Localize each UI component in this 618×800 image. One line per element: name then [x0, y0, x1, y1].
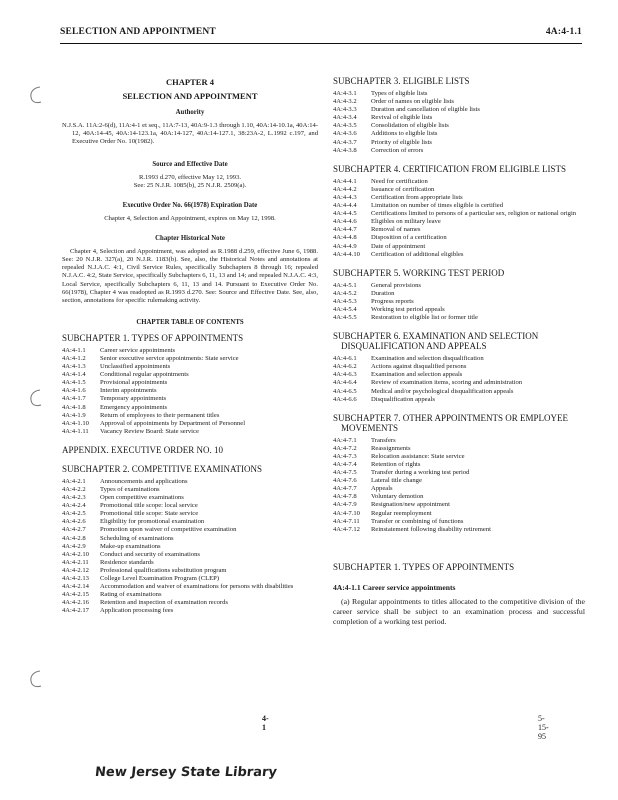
- toc-entry-number: 4A:4-7.9: [333, 501, 357, 509]
- toc-entry-title: Make-up examinations: [100, 542, 161, 550]
- toc-entry-title: Consolidation of eligible lists: [371, 122, 449, 130]
- toc-entry-title: Review of examination items, scoring and administration: [371, 379, 523, 387]
- toc-entry-title: Promotion upon waiver of competitive examination: [100, 526, 237, 534]
- toc-entry-number: 4A:4-6.3: [333, 371, 357, 379]
- header-section-number: 4A:4-1.1: [545, 27, 582, 37]
- toc-entry-number: 4A:4-1.2: [62, 354, 86, 362]
- toc-entry-number: 4A:4-2.5: [62, 510, 86, 518]
- toc-entry-number: 4A:4-7.3: [333, 452, 357, 460]
- toc-subchapter-heading: SUBCHAPTER 2. COMPETITIVE EXAMINATIONS: [62, 463, 263, 474]
- toc-entry: [333, 453, 585, 461]
- toc-entry: [333, 477, 585, 485]
- toc-entry: [333, 226, 585, 234]
- toc-entry: [333, 396, 585, 404]
- toc-entry: [333, 210, 585, 218]
- toc-entry-title: Retention and inspection of examination records: [100, 599, 228, 607]
- toc-entry: [333, 363, 585, 371]
- toc-entry: [333, 243, 585, 251]
- left-column: [62, 62, 318, 616]
- toc-entry: [62, 551, 318, 559]
- chapter-title: SELECTION AND APPOINTMENT: [122, 91, 258, 102]
- toc-entry-number: 4A:4-1.4: [62, 371, 86, 379]
- toc-entry-title: Transfer or combining of functions: [371, 517, 464, 525]
- toc-entry-number: 4A:4-1.3: [62, 363, 86, 371]
- toc-entry-number: 4A:4-2.4: [62, 502, 86, 510]
- toc-entry-title: Eligibles on military leave: [371, 218, 441, 226]
- toc-entry-title: Issuance of certification: [371, 185, 435, 193]
- toc-entry: [333, 306, 585, 314]
- toc-entry-title: Actions against disqualified persons: [371, 363, 467, 371]
- toc-entry-number: 4A:4-3.1: [333, 90, 357, 97]
- toc-entry-title: Removal of names: [371, 226, 421, 234]
- toc-entry: [62, 591, 318, 599]
- toc-entry: [62, 363, 318, 371]
- toc-entry-number: 4A:4-2.17: [62, 607, 89, 615]
- toc-entry-title: Scheduling of examinations: [100, 534, 174, 542]
- expiration-text: Chapter 4, Selection and Appointment, expires on May 12, 1998.: [104, 214, 276, 222]
- toc-entry-number: 4A:4-6.2: [333, 363, 357, 371]
- toc-entry-number: 4A:4-7.1: [333, 436, 357, 444]
- toc-entry-title: Duration: [371, 289, 395, 297]
- toc-entry: [333, 355, 585, 363]
- page-number: 4-1: [262, 714, 269, 732]
- toc-entry: [333, 122, 585, 130]
- running-header: [60, 27, 582, 44]
- punch-hole-icon: [26, 668, 46, 690]
- toc-entry: [333, 90, 585, 98]
- toc-entry: [62, 559, 318, 567]
- toc-entry-title: Need for certification: [371, 177, 428, 185]
- toc-entry-number: 4A:4-7.6: [333, 477, 357, 485]
- toc-entry-title: Voluntary demotion: [371, 493, 424, 501]
- expiration-heading: Executive Order No. 66(1978) Expiration Date: [122, 201, 258, 209]
- toc-entry-title: Senior executive service appointments: State service: [100, 354, 239, 362]
- toc-entry-title: Duration and cancellation of eligible lists: [371, 106, 480, 114]
- toc-subchapter-heading: SUBCHAPTER 3. ELIGIBLE LISTS: [333, 76, 470, 86]
- toc-entry: [333, 526, 585, 534]
- toc-entry-title: Open competitive examinations: [100, 494, 184, 502]
- toc-entry-title: Reassignments: [371, 444, 411, 452]
- toc-entry-title: Residence standards: [100, 558, 154, 566]
- toc-entry: [62, 567, 318, 575]
- toc-entry: [333, 194, 585, 202]
- toc-entry: [62, 395, 318, 403]
- toc-entry-number: 4A:4-7.10: [333, 509, 360, 517]
- toc-entry-number: 4A:4-1.6: [62, 387, 86, 395]
- toc-entry: [62, 510, 318, 518]
- toc-entry-title: Examination and selection disqualification: [371, 355, 484, 363]
- toc-entry-number: 4A:4-2.14: [62, 583, 89, 591]
- toc-entry-number: 4A:4-4.6: [333, 218, 357, 226]
- toc-entry: [333, 290, 585, 298]
- toc-entry-title: College Level Examination Program (CLEP): [100, 575, 220, 583]
- toc-entry-number: 4A:4-5.3: [333, 297, 357, 305]
- toc-subchapter-heading: SUBCHAPTER 5. WORKING TEST PERIOD: [333, 267, 505, 278]
- toc-subchapter-heading: SUBCHAPTER 7. OTHER APPOINTMENTS OR EMPLOYEE MOVEMENTS: [333, 412, 569, 433]
- historical-note-text: Chapter 4, Selection and Appointment, was adopted as R.1988 d.259, effective June 6, 1988. See: 20 N.J.R. 327(a), 20 N.J.R. 1183(b). See, also, the Historical Notes and annotations at repealed N.J.A.C. 4:1, Civil Service Rules, specifically Subchapters 8 through 16; repealed N.J.A.C. 4:2, State Service, specifically Subchapters 6, 11, 13 and 14; and repealed N.J.A.C. 4:3, Local Service, specifically Subchapters 6, 11, 13 and 14. Pursuant to Executive Order No. 66(1978), Chapter 4 was readopted as R.1993 d.270. See: Source and Effective Date. See, also, section, annotations for specific rulemaking activity.: [62, 248, 318, 304]
- toc-entry: [62, 347, 318, 355]
- authority-text: N.J.S.A. 11A:2-6(d), 11A:4-1 et seq., 11A:7-13, 40A:9-1.3 through 1.10, 40A:14-10.1a, 40A:14-12, 40A:14-45, 40A:14-123.1a, 40A:14-127, 40A:14-127.1, 38:23A-2, L.1992 c.197, and Executive Order No. 10(1982).: [62, 122, 318, 146]
- authority-heading: Authority: [175, 109, 205, 117]
- toc-entry-title: Date of appointment: [371, 242, 426, 250]
- toc-entry: [62, 535, 318, 543]
- toc-entry: [333, 314, 585, 322]
- toc-entry-title: Disqualification appeals: [371, 395, 435, 403]
- toc-entry: [333, 379, 585, 387]
- toc-left: [62, 333, 318, 616]
- toc-entry: [333, 485, 585, 493]
- toc-entry-number: 4A:4-2.16: [62, 599, 89, 607]
- toc-entry-number: 4A:4-4.2: [333, 185, 357, 193]
- chapter-number: CHAPTER 4: [166, 77, 214, 87]
- toc-entry: [333, 251, 585, 259]
- toc-entry: [333, 388, 585, 396]
- revision-date: 5-15-95: [538, 714, 549, 741]
- toc-entry-number: 4A:4-3.7: [333, 138, 357, 146]
- toc-entry-title: Return of employees to their permanent titles: [100, 411, 220, 419]
- toc-entry-number: 4A:4-4.9: [333, 242, 357, 250]
- toc-entry-number: 4A:4-4.4: [333, 202, 357, 210]
- toc-entry-title: Eligibility for promotional examination: [100, 518, 205, 526]
- toc-entry-number: 4A:4-2.7: [62, 526, 86, 534]
- toc-entry-title: Provisional appointments: [100, 379, 168, 387]
- historical-note-heading: Chapter Historical Note: [155, 235, 225, 243]
- toc-entry-number: 4A:4-2.2: [62, 486, 86, 493]
- toc-entry-number: 4A:4-3.8: [333, 146, 357, 154]
- toc-entry: [333, 98, 585, 106]
- toc-subchapter-heading: SUBCHAPTER 1. TYPES OF APPOINTMENTS: [62, 332, 244, 343]
- toc-entry: [333, 501, 585, 509]
- section-heading: 4A:4-1.1 Career service appointments: [333, 582, 456, 592]
- toc-subchapter-heading: SUBCHAPTER 4. CERTIFICATION FROM ELIGIBLE LISTS: [333, 163, 566, 174]
- toc-heading: CHAPTER TABLE OF CONTENTS: [136, 318, 244, 326]
- source-line: See: 25 N.J.R. 1085(b), 25 N.J.R. 2509(a).: [133, 181, 247, 189]
- toc-entry: [333, 510, 585, 518]
- toc-entry-title: Certification from appropriate lists: [371, 193, 463, 201]
- toc-entry: [62, 599, 318, 607]
- section-paragraph: (a) Regular appointments to titles allocated to the competitive division of the career service shall be subject to an examination process and successful completion of a working test period.: [333, 596, 585, 627]
- toc-entry-title: Transfers: [371, 436, 396, 444]
- toc-entry-title: Professional qualifications substitution program: [100, 566, 227, 574]
- toc-entry: [333, 371, 585, 379]
- toc-entry-number: 4A:4-7.4: [333, 461, 357, 468]
- toc-entry-number: 4A:4-1.5: [62, 379, 86, 387]
- toc-entry: [62, 371, 318, 379]
- toc-entry: [62, 575, 318, 583]
- toc-entry-title: Vacancy Review Board: State service: [100, 427, 199, 435]
- toc-entry-number: 4A:4-6.6: [333, 395, 357, 403]
- toc-entry: [62, 412, 318, 420]
- toc-entry-title: Additions to eligible lists: [371, 130, 438, 138]
- toc-entry-number: 4A:4-4.10: [333, 250, 360, 258]
- toc-entry: [333, 437, 585, 445]
- toc-entry-title: Rating of examinations: [100, 591, 162, 599]
- toc-entry-title: Approval of appointments by Department of Personnel: [100, 419, 246, 427]
- toc-entry-number: 4A:4-3.5: [333, 122, 357, 130]
- toc-entry: [62, 518, 318, 526]
- toc-entry-title: Examination and selection appeals: [371, 371, 463, 379]
- toc-entry-number: 4A:4-2.10: [62, 550, 89, 558]
- toc-entry-title: Medical and/or psychological disqualification appeals: [371, 387, 514, 395]
- toc-entry: [333, 493, 585, 501]
- toc-entry-number: 4A:4-6.5: [333, 387, 357, 395]
- toc-entry: [62, 420, 318, 428]
- toc-entry: [333, 186, 585, 194]
- library-stamp: New Jersey State Library: [94, 765, 278, 780]
- toc-entry: [62, 583, 318, 591]
- toc-entry: [333, 147, 585, 155]
- right-column: [333, 62, 585, 628]
- toc-entry: [333, 106, 585, 114]
- toc-entry: [62, 502, 318, 510]
- toc-entry-number: 4A:4-5.2: [333, 289, 357, 297]
- toc-entry-number: 4A:4-1.7: [62, 395, 86, 403]
- toc-entry-number: 4A:4-6.1: [333, 355, 357, 363]
- toc-entry: [62, 494, 318, 502]
- toc-entry-title: Interim appointments: [100, 387, 157, 395]
- toc-entry: [333, 469, 585, 477]
- toc-entry: [62, 478, 318, 486]
- toc-entry-number: 4A:4-2.13: [62, 575, 89, 583]
- toc-entry-number: 4A:4-4.1: [333, 177, 357, 185]
- toc-entry: [333, 445, 585, 453]
- toc-entry: [333, 114, 585, 122]
- toc-entry: [333, 218, 585, 226]
- toc-subchapter-heading: APPENDIX. EXECUTIVE ORDER NO. 10: [62, 444, 223, 455]
- toc-right: [333, 76, 585, 534]
- toc-entry-title: Disposition of a certification: [371, 234, 447, 242]
- toc-entry-number: 4A:4-2.15: [62, 591, 89, 599]
- toc-entry-number: 4A:4-7.5: [333, 469, 357, 477]
- toc-entry-number: 4A:4-6.4: [333, 379, 357, 387]
- toc-entry-number: 4A:4-1.10: [62, 419, 89, 427]
- toc-entry-number: 4A:4-7.7: [333, 485, 357, 493]
- source-heading: Source and Effective Date: [152, 160, 228, 168]
- toc-entry-number: 4A:4-2.12: [62, 566, 89, 574]
- toc-entry: [333, 298, 585, 306]
- toc-entry-number: 4A:4-2.3: [62, 494, 86, 502]
- toc-entry-title: Order of names on eligible lists: [371, 98, 454, 106]
- toc-entry-title: Working test period appeals: [371, 305, 445, 313]
- toc-entry-number: 4A:4-4.3: [333, 193, 357, 201]
- toc-entry-title: Reinstatement following disability retirement: [371, 525, 491, 533]
- toc-entry-title: Unclassified appointments: [100, 363, 171, 371]
- body-subchapter-heading: SUBCHAPTER 1. TYPES OF APPOINTMENTS: [333, 561, 515, 572]
- toc-entry-number: 4A:4-3.3: [333, 106, 357, 114]
- toc-entry: [333, 282, 585, 290]
- toc-entry-title: Application processing fees: [100, 607, 174, 615]
- toc-entry-number: 4A:4-2.6: [62, 518, 86, 526]
- toc-entry: [62, 355, 318, 363]
- toc-entry: [333, 461, 585, 469]
- source-line: R.1993 d.270, effective May 12, 1993.: [138, 173, 242, 181]
- header-title: SELECTION AND APPOINTMENT: [60, 27, 216, 37]
- toc-entry-title: Announcements and applications: [100, 477, 188, 485]
- toc-entry: [333, 202, 585, 210]
- toc-entry: [62, 526, 318, 534]
- toc-entry-title: Promotional title scope: local service: [100, 502, 198, 510]
- toc-entry-title: Restoration to eligible list or former title: [371, 314, 478, 322]
- toc-entry-title: Emergency appointments: [100, 403, 168, 411]
- toc-entry-number: 4A:4-4.5: [333, 210, 357, 218]
- toc-entry: [333, 130, 585, 138]
- toc-entry-number: 4A:4-1.9: [62, 411, 86, 419]
- toc-entry-number: 4A:4-7.12: [333, 525, 360, 533]
- toc-entry-title: Transfer during a working test period: [371, 469, 470, 477]
- toc-entry-number: 4A:4-5.5: [333, 314, 357, 322]
- toc-entry-number: 4A:4-7.8: [333, 493, 357, 501]
- toc-entry: [333, 139, 585, 147]
- toc-entry-title: Temporary appointments: [100, 395, 167, 403]
- toc-entry-number: 4A:4-5.4: [333, 305, 357, 313]
- toc-entry-title: Limitation on number of times eligible is certified: [371, 202, 504, 210]
- toc-entry-title: Certification of additional eligibles: [371, 250, 464, 258]
- toc-entry-title: Revival of eligible lists: [371, 114, 433, 122]
- toc-entry-number: 4A:4-7.11: [333, 517, 360, 525]
- toc-entry-number: 4A:4-1.1: [62, 346, 86, 354]
- toc-entry-number: 4A:4-4.8: [333, 234, 357, 242]
- toc-entry: [333, 178, 585, 186]
- toc-entry-title: Career service appointments: [100, 346, 176, 354]
- toc-entry-number: 4A:4-7.2: [333, 444, 357, 452]
- toc-entry-title: Conduct and security of examinations: [100, 550, 200, 558]
- toc-entry-title: Conditional regular appointments: [100, 371, 189, 379]
- toc-entry-title: Resignation/new appointment: [371, 501, 450, 509]
- toc-entry: [62, 387, 318, 395]
- toc-entry-number: 4A:4-4.7: [333, 226, 357, 234]
- toc-entry: [62, 404, 318, 412]
- toc-entry: [62, 486, 318, 494]
- toc-entry-title: Types of examinations: [100, 486, 160, 493]
- toc-entry-title: Certifications limited to persons of a particular sex, religion or national origin: [371, 210, 577, 218]
- toc-entry: [62, 428, 318, 436]
- toc-entry-number: 4A:4-2.1: [62, 477, 86, 485]
- toc-entry-number: 4A:4-1.8: [62, 403, 86, 411]
- toc-entry: [62, 379, 318, 387]
- toc-entry-number: 4A:4-3.6: [333, 130, 357, 138]
- toc-entry: [333, 234, 585, 242]
- toc-entry-title: Retention of rights: [371, 461, 421, 468]
- punch-hole-icon: [26, 387, 46, 409]
- toc-entry-number: 4A:4-3.2: [333, 98, 357, 106]
- toc-entry-number: 4A:4-2.11: [62, 558, 89, 566]
- toc-entry-title: Relocation assistance: State service: [371, 452, 465, 460]
- toc-entry-title: Regular reemployment: [371, 509, 432, 517]
- toc-entry-title: Types of eligible lists: [371, 90, 428, 97]
- toc-subchapter-heading: SUBCHAPTER 6. EXAMINATION AND SELECTION DISQUALIFICATION AND APPEALS: [333, 331, 539, 352]
- toc-entry-title: Priority of eligible lists: [371, 138, 432, 146]
- toc-entry-title: Appeals: [371, 485, 393, 493]
- toc-entry-title: Correction of errors: [371, 146, 424, 154]
- toc-entry-title: Lateral title change: [371, 477, 422, 485]
- toc-entry: [62, 607, 318, 615]
- toc-entry: [333, 518, 585, 526]
- toc-entry-title: Promotional title scope: State service: [100, 510, 199, 518]
- toc-entry-title: General provisions: [371, 281, 421, 289]
- toc-entry-title: Progress reports: [371, 297, 414, 305]
- toc-entry-number: 4A:4-2.9: [62, 542, 86, 550]
- punch-hole-icon: [26, 84, 46, 106]
- toc-entry-number: 4A:4-2.8: [62, 534, 86, 542]
- toc-entry: [62, 543, 318, 551]
- toc-entry-number: 4A:4-5.1: [333, 281, 357, 289]
- toc-entry-title: Accommodation and waiver of examinations for persons with disabilities: [100, 583, 294, 591]
- toc-entry-number: 4A:4-3.4: [333, 114, 357, 122]
- toc-entry-number: 4A:4-1.11: [62, 427, 89, 435]
